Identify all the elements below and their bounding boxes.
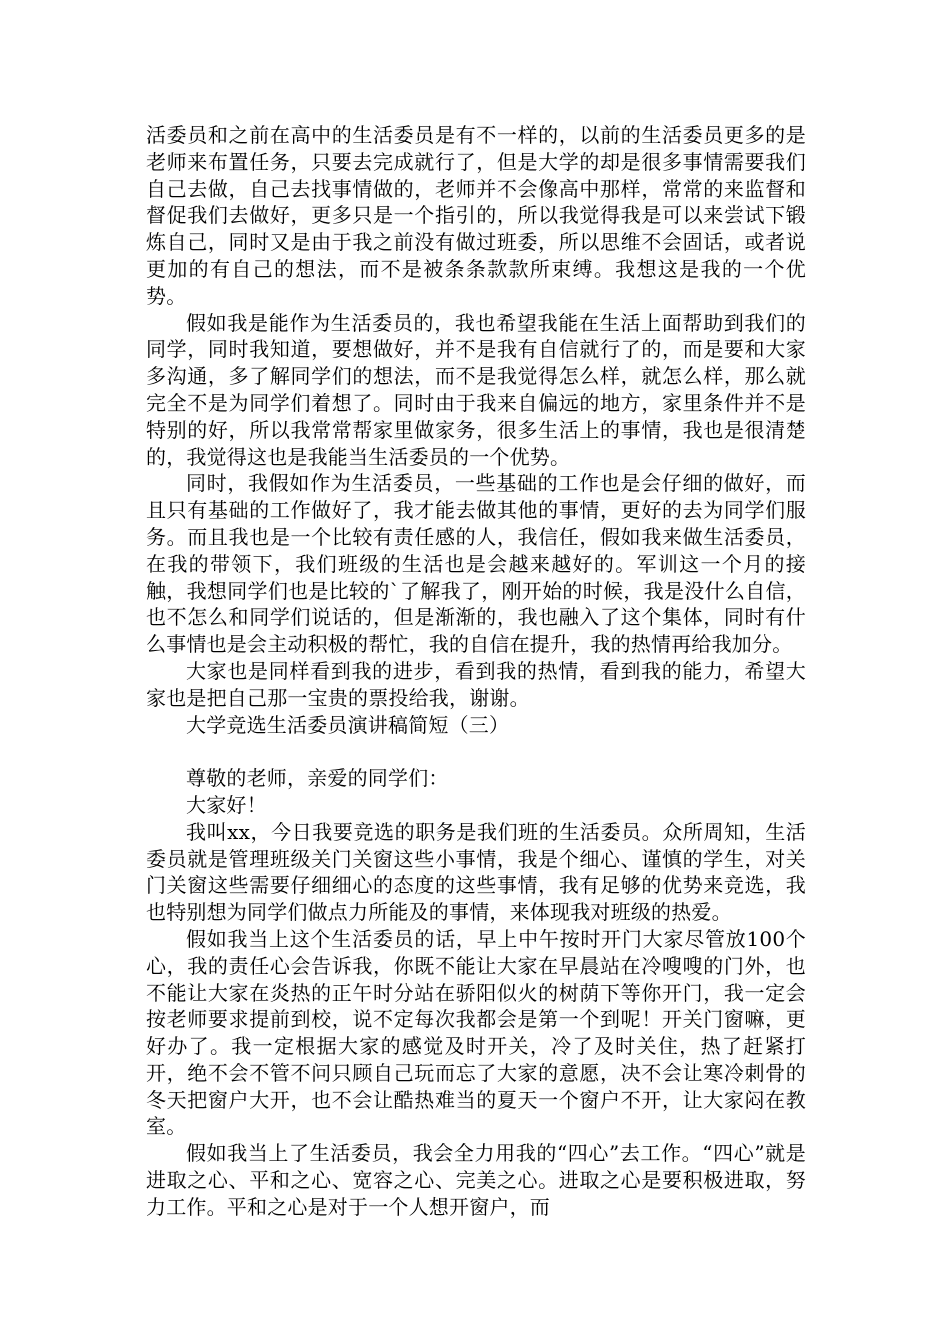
salutation: 尊敬的老师，亲爱的同学们： — [186, 766, 449, 791]
paragraph-four-hearts: 假如我当上了生活委员，我会全力用我的“四心”去工作。“四心”就是进取之心、平和之心、宽容之心、完美之心。进取之心是要积极进取，努力工作。平和之心是对于一个人想开窗户，而 — [146, 1141, 806, 1219]
document-page — [146, 122, 806, 1221]
blank-line — [146, 738, 806, 765]
section-heading: 大学竞选生活委员演讲稿简短（三） — [186, 712, 510, 737]
greeting: 大家好！ — [186, 792, 267, 817]
paragraph-life-help: 假如我是能作为生活委员的，我也希望我能在生活上面帮助到我们的同学，同时我知道，要想做好，并不是我有自信就行了的，而是要和大家多沟通，多了解同学们的想法，而不是我觉得怎么样，就怎么样，那么就完全不是为同学们着想了。同时由于我来自偏远的地方，家里条件并不是特别的好，所以我常常帮家里做家务，很多生活上的事情，我也是很清楚的，我觉得这也是我能当生活委员的一个优势。 — [146, 310, 806, 469]
paragraph-continuation: 活委员和之前在高中的生活委员是有不一样的，以前的生活委员更多的是老师来布置任务，只要去完成就行了，但是大学的却是很多事情需要我们自己去做，自己去找事情做的，老师并不会像高中那样，常常的来监督和督促我们去做好，更多只是一个指引的，所以我觉得我是可以来尝试下锻炼自己，同时又是由于我之前没有做过班委，所以思维不会固话，或者说更加的有自己的想法，而不是被条条款款所束缚。我想这是我的一个优势。 — [146, 123, 806, 308]
paragraph-closing-thanks: 大家也是同样看到我的进步，看到我的热情，看到我的能力，希望大家也是把自己那一宝贵的票投给我，谢谢。 — [146, 658, 806, 710]
paragraph-basic-work: 同时，我假如作为生活委员，一些基础的工作也是会仔细的做好，而且只有基础的工作做好了，我才能去做其他的事情，更好的去为同学们服务。而且我也是一个比较有责任感的人，我信任，假如我来做生活委员，在我的带领下，我们班级的生活也是会越来越好的。军训这一个月的接触，我想同学们也是比较的`了解我了，刚开始的时候，我是没什么自信，也不怎么和同学们说话的，但是渐渐的，我也融入了这个集体，同时有什么事情也是会主动积极的帮忙，我的自信在提升，我的热情再给我加分。 — [146, 471, 806, 657]
paragraph-introduction: 我叫xx，今日我要竞选的职务是我们班的生活委员。众所周知，生活委员就是管理班级关门关窗这些小事情，我是个细心、谨慎的学生，对关门关窗这些需要仔细细心的态度的这些事情，我有足够的优势来竞选，我也特别想为同学们做点力所能及的事情，来体现我对班级的热爱。 — [146, 819, 806, 925]
paragraph-door-window: 假如我当上这个生活委员的话，早上中午按时开门大家尽管放100个心，我的责任心会告诉我，你既不能让大家在早晨站在冷嗖嗖的门外，也不能让大家在炎热的正午时分站在骄阳似火的树荫下等你开门，我一定会按老师要求提前到校，说不定每次我都会是第一个到呢！开关门窗嘛，更好办了。我一定根据大家的感觉及时开关，冷了及时关住，热了赶紧打开，绝不会不管不问只顾自己玩而忘了大家的意愿，决不会让寒冷刺骨的冬天把窗户大开，也不会让酷热难当的夏天一个窗户不开，让大家闷在教室。 — [146, 926, 806, 1139]
